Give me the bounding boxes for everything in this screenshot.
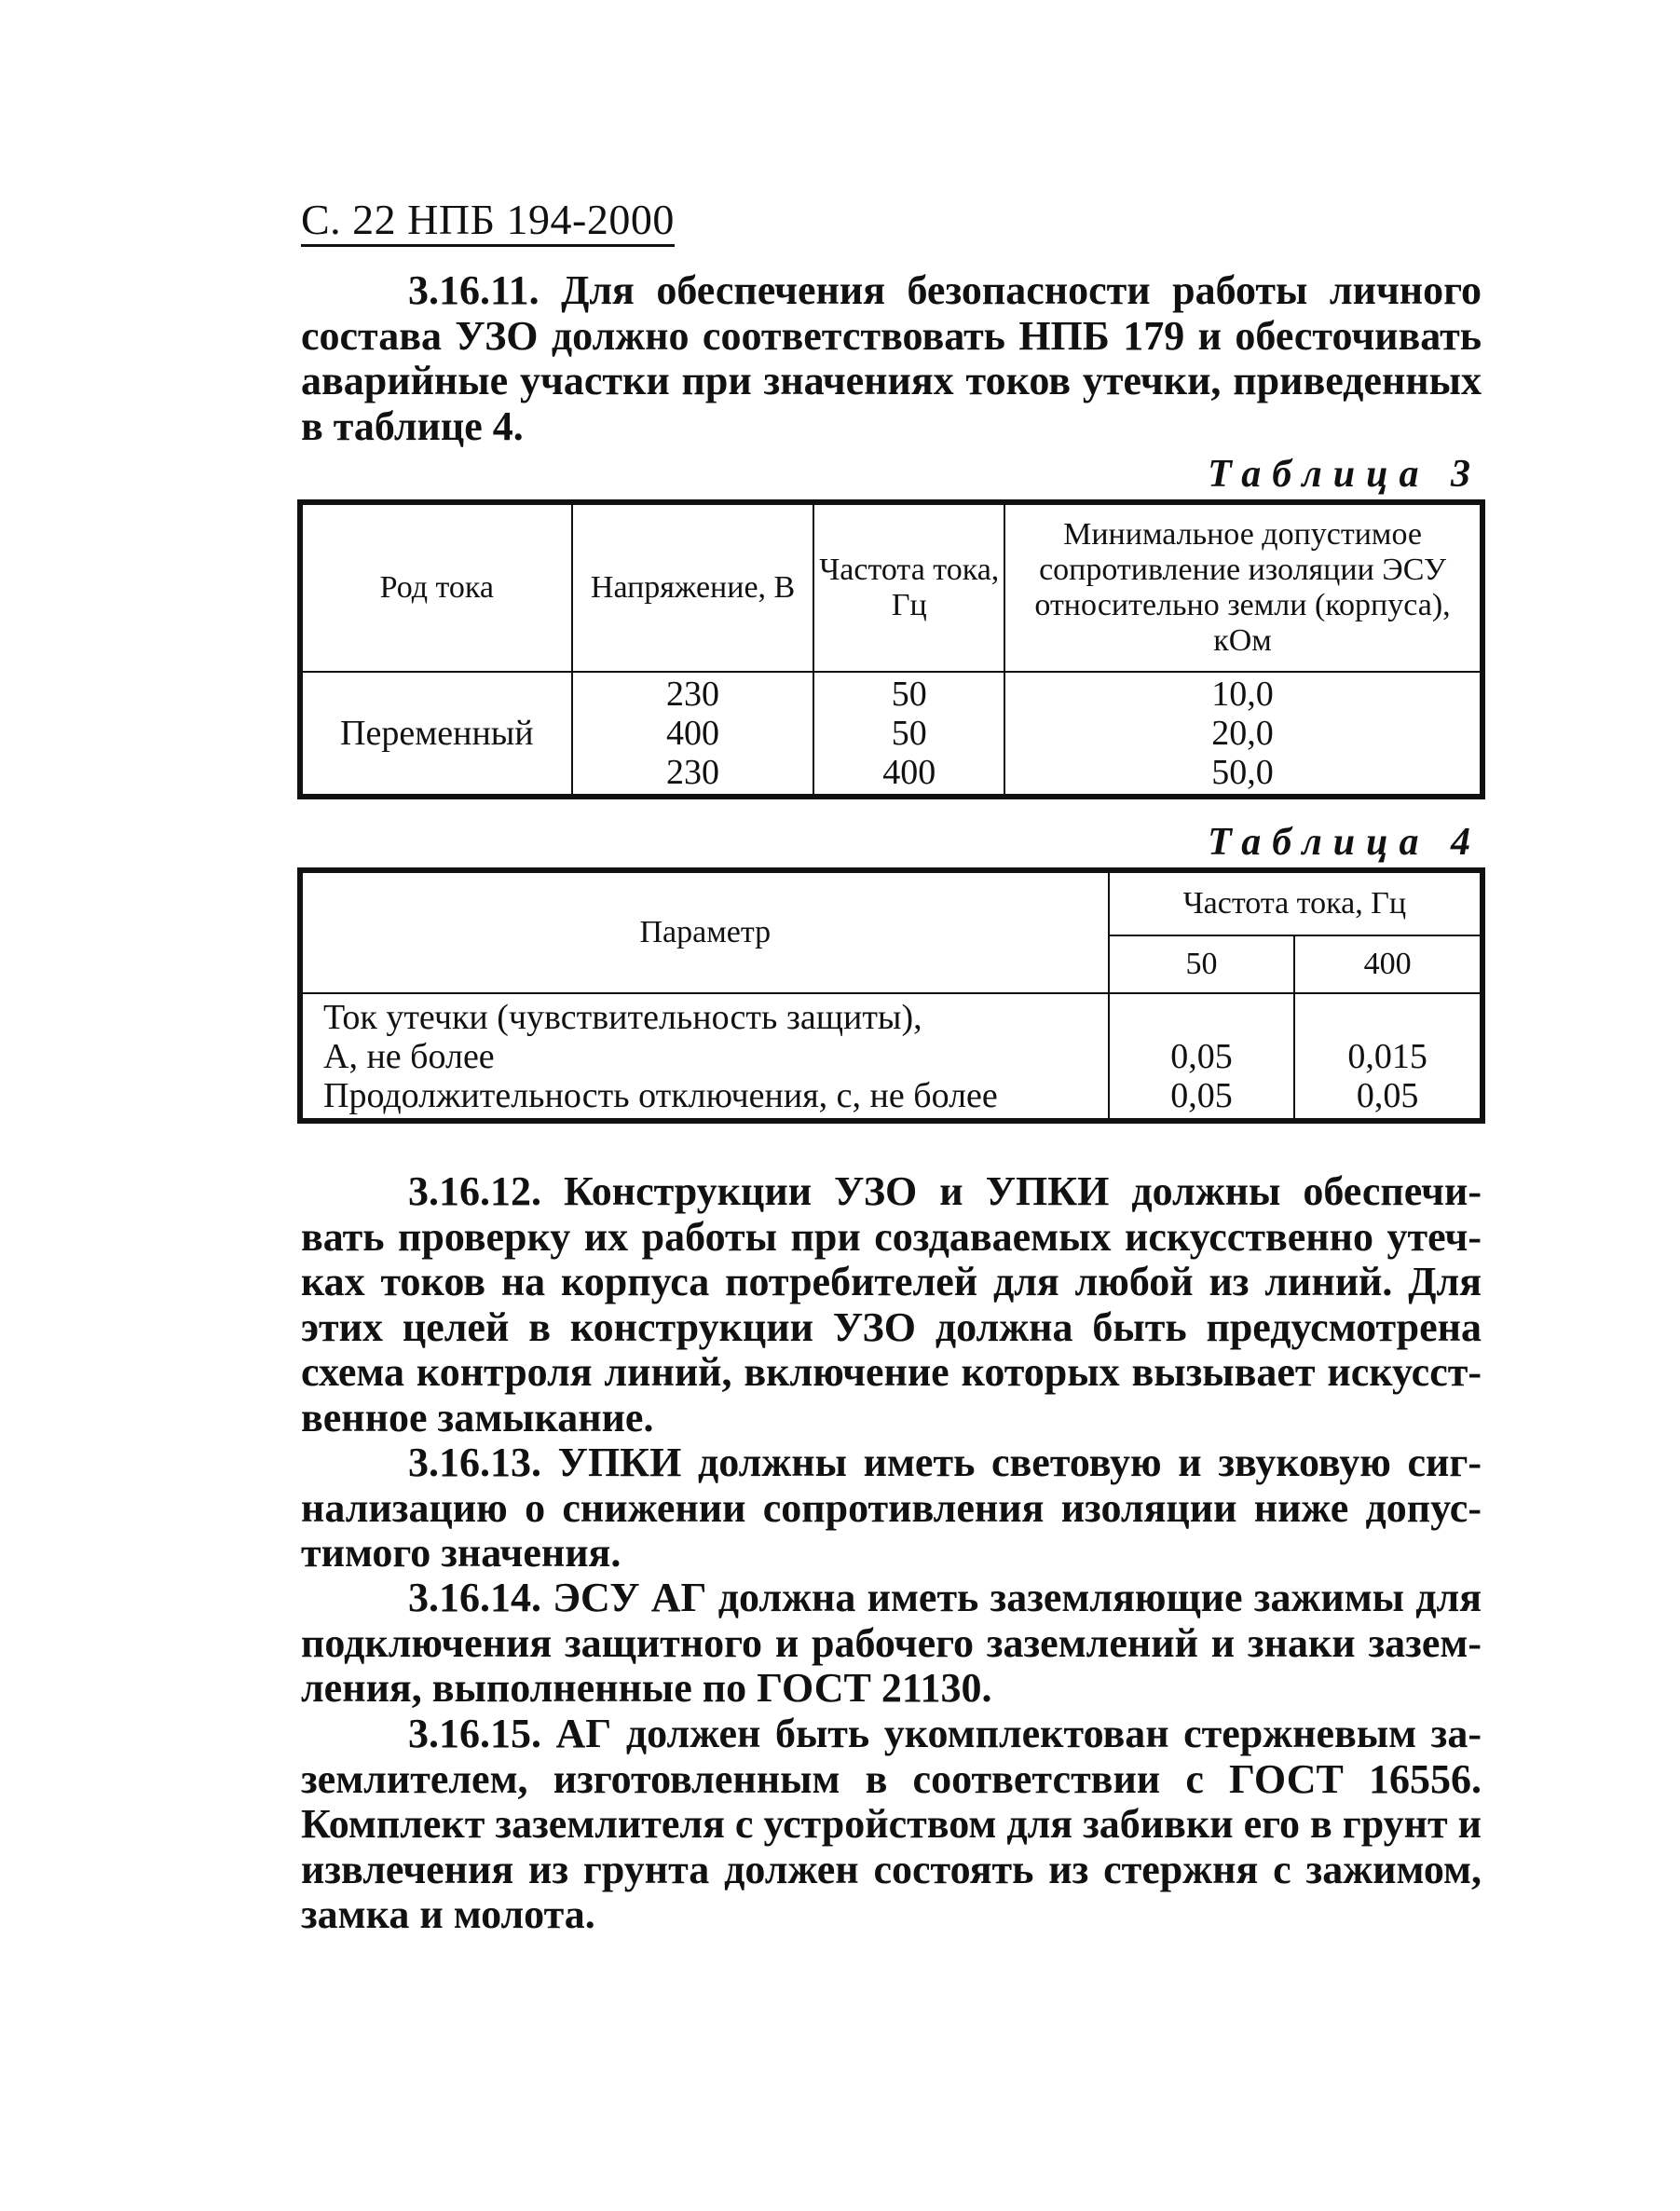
table-3-voltage-value: 230: [666, 675, 720, 714]
text-line: вать проверку их работы при создаваемых искусственно утеч-: [301, 1213, 1482, 1260]
table-4-caption: Таблица 4: [1208, 821, 1482, 864]
table-3-cell-frequency: [813, 672, 1004, 795]
table-4-value: 0,015: [1347, 1036, 1427, 1076]
text-line: ления, выполненные по ГОСТ 21130.: [301, 1665, 992, 1711]
table-3-cell-resistance: [1004, 672, 1481, 795]
text-line: подключения защитного и рабочего заземлений и знаки зазем-: [301, 1619, 1482, 1666]
text-line: извлечения из грунта должен состоять из стержня с зажимом,: [301, 1846, 1482, 1892]
table-4-header-parameter: Параметр: [302, 872, 1109, 993]
table-4-cell-400: [1294, 993, 1481, 1119]
table-4-header-frequency: Частота тока, Гц: [1109, 872, 1481, 935]
text-line: Комплект заземлителя с устройством для забивки его в грунт и: [301, 1801, 1482, 1847]
table-3-voltage-value: 230: [666, 753, 720, 792]
text-line: 3.16.12. Конструкции УЗО и УПКИ должны обеспечи-: [408, 1168, 1482, 1214]
table-3-resistance-value: 10,0: [1211, 675, 1274, 714]
text-line: замка и молота.: [301, 1891, 595, 1937]
text-line: тимого значения.: [301, 1530, 621, 1576]
table-3: [301, 503, 1482, 796]
table-4-param-line: Ток утечки (чувствительность защиты),: [323, 997, 922, 1037]
text-line: 3.16.11. Для обеспечения безопасности работы личного: [408, 267, 1482, 313]
table-4-value: 0,05: [1356, 1075, 1419, 1115]
table-4-header-50: 50: [1109, 935, 1295, 993]
table-3-voltage-value: 400: [666, 714, 720, 753]
text-line: нализацию о снижении сопротивления изоляции ниже допус-: [301, 1484, 1482, 1531]
table-3-frequency-value: 50: [891, 714, 927, 753]
table-3-resistance-value: 20,0: [1211, 714, 1274, 753]
table-3-header-frequency: Частота тока, Гц: [813, 504, 1004, 672]
text-line: аварийные участки при значениях токов утечки, приведенных: [301, 358, 1482, 403]
table-3-header-type: Род тока: [302, 504, 572, 672]
table-3-cell-voltage: [572, 672, 814, 795]
table-4-cell-parameters: [302, 993, 1109, 1119]
text-line: схема контроля линий, включение которых вызывает искусст-: [301, 1349, 1482, 1395]
table-4-param-line: А, не более: [323, 1036, 495, 1076]
paragraph-3-16-14: [301, 1576, 1482, 1712]
table-3-cell-type: Переменный: [302, 672, 572, 795]
table-4-cell-50: [1109, 993, 1295, 1119]
text-line: 3.16.15. АГ должен быть укомплектован стержневым за-: [408, 1711, 1482, 1756]
page-header: С. 22 НПБ 194-2000: [301, 196, 675, 247]
paragraph-3-16-12: [301, 1169, 1482, 1440]
text-line: венное замыкание.: [301, 1394, 654, 1440]
text-line: ках токов на корпуса потребителей для любой из линий. Для: [301, 1259, 1482, 1304]
text-line: 3.16.13. УПКИ должны иметь световую и звуковую сиг-: [408, 1440, 1482, 1485]
text-line: 3.16.14. ЭСУ АГ должна иметь заземляющие зажимы для: [408, 1575, 1482, 1620]
table-4-param-line: Продолжительность отключения, с, не более: [323, 1075, 998, 1115]
text-line: состава УЗО должно соответствовать НПБ 179 и обесточивать: [301, 312, 1482, 359]
paragraph-3-16-11: [301, 268, 1482, 449]
table-4-value: 0,05: [1170, 1075, 1233, 1115]
paragraph-3-16-13: [301, 1440, 1482, 1576]
table-4-value: 0,05: [1170, 1036, 1233, 1076]
table-3-frequency-value: 50: [891, 675, 927, 714]
table-3-header-resistance: Минимальное допустимое сопротивление изоляции ЭСУ относительно земли (корпуса), кОм: [1004, 504, 1481, 672]
text-line: в таблице 4.: [301, 403, 524, 449]
text-line: землителем, изготовленным в соответствии с ГОСТ 16556.: [301, 1755, 1482, 1802]
table-3-resistance-value: 50,0: [1211, 753, 1274, 792]
table-3-caption: Таблица 3: [1208, 453, 1482, 496]
table-3-header-voltage: Напряжение, В: [572, 504, 814, 672]
paragraph-3-16-15: [301, 1712, 1482, 1938]
table-3-frequency-value: 400: [882, 753, 936, 792]
table-4-header-400: 400: [1294, 935, 1481, 993]
text-line: этих целей в конструкции УЗО должна быть предусмотрена: [301, 1303, 1482, 1350]
table-4: [301, 871, 1482, 1120]
